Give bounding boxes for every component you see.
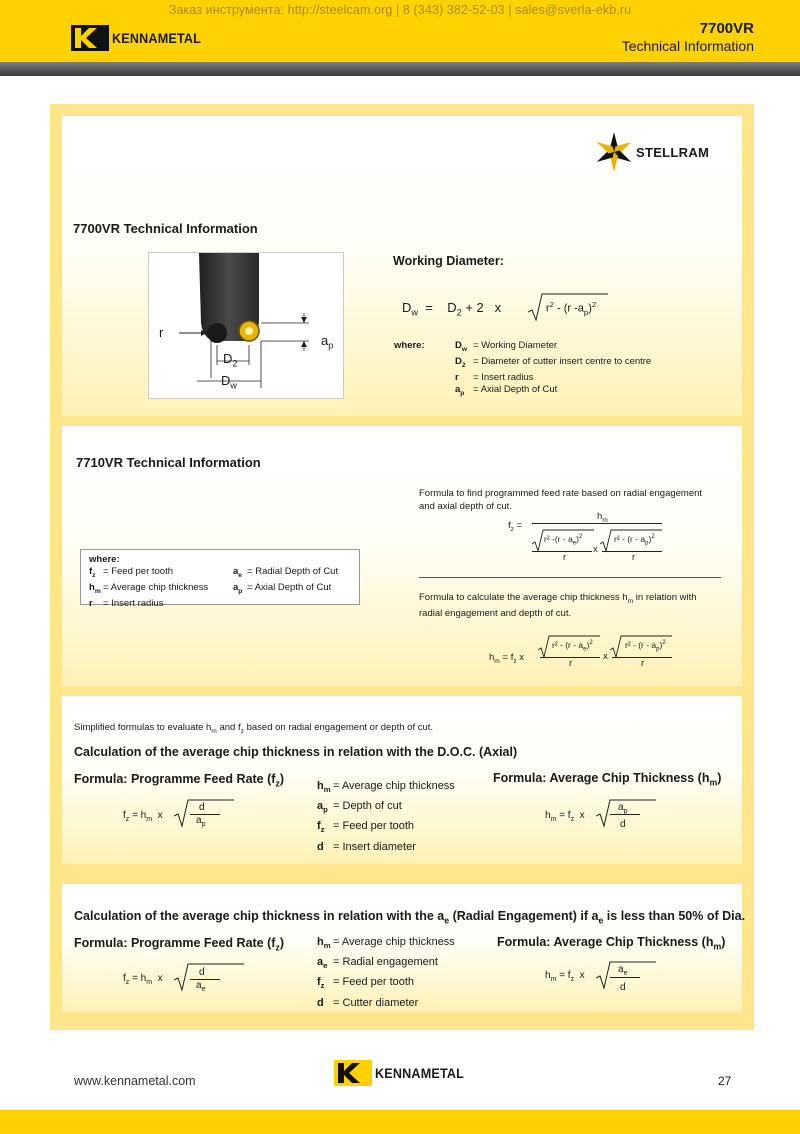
definition-equals: =: [103, 597, 109, 609]
definition-symbol: r: [455, 371, 459, 383]
definition-symbol: $a_e$: [233, 566, 242, 579]
definition-symbol: $a_p$: [233, 581, 243, 595]
kennametal-wordmark: KENNAMETAL: [375, 1065, 465, 1081]
page-number: 27: [718, 1074, 732, 1088]
feed-numerator: $h_m$: [597, 511, 608, 524]
definitions-list: [455, 340, 651, 400]
feed-fraction-bar: [532, 523, 662, 524]
fig-label-r: r: [159, 325, 164, 340]
feed-rate-heading: Formula: Programme Feed Rate $(f_z)$: [74, 772, 284, 789]
definition-row: [317, 778, 455, 798]
working-diameter-radicand: $r^2 - (r$ $-a_p)^2$: [546, 300, 597, 317]
definition-symbol: $f_z$: [317, 820, 325, 835]
chip-numerator: $a_e$: [618, 964, 628, 977]
contact-line[interactable]: Заказ инструмента: http://steelcam.org | 8 (343) 382-52-03 | sales@sverla-ekb.ru: [168, 3, 632, 17]
definition-symbol: $f_z$: [89, 566, 96, 579]
definition-symbol: $h_m$: [89, 581, 101, 595]
definition-symbol: $a_e$: [317, 956, 328, 971]
definition-equals: =: [473, 383, 479, 395]
feed-lhs: $f_z = h_m$ x: [123, 973, 163, 986]
chip-lhs: $h_m = f_z$ x: [545, 810, 585, 823]
definition-equals: =: [473, 371, 479, 383]
definition-equals: =: [247, 566, 253, 577]
definition-row: [317, 839, 455, 855]
feed-radicand-1: r² $-(r - a_e)^2$: [544, 534, 583, 547]
definition-text: Average chip thickness: [341, 936, 455, 948]
doc-code: 7700VR: [699, 20, 754, 37]
definition-row: [233, 582, 338, 598]
fraction-bar: [532, 551, 592, 552]
where-label: where:: [89, 554, 120, 565]
definition-row: [317, 798, 455, 818]
section-axial: [62, 696, 742, 864]
cutter-diagram: [148, 252, 344, 399]
definition-row: [317, 954, 455, 974]
definition-row: [317, 995, 455, 1011]
definition-text: Feed per tooth: [342, 820, 415, 833]
feed-radicand-2: $r^2 - (r - a_p)^2$: [614, 534, 655, 547]
chip-denominator: d: [620, 982, 626, 993]
section-title: 7700VR Technical Information: [73, 221, 258, 236]
feed-denominator: $a_e$: [196, 980, 206, 993]
working-diameter-title: Working Diameter:: [393, 254, 504, 268]
definition-symbol: $f_z$: [317, 976, 325, 991]
definition-text: Axial Depth of Cut: [480, 383, 558, 395]
definition-symbol: $a_p$: [455, 383, 465, 397]
definitions-left: [89, 566, 208, 610]
feed-denominator-1: r: [563, 552, 567, 563]
stellram-wordmark: STELLRAM: [636, 144, 710, 160]
fraction-bar: [610, 977, 640, 978]
feed-rate-heading: Formula: Programme Feed Rate $(f_z)$: [74, 936, 284, 953]
fraction-bar: [610, 814, 640, 815]
doc-subtitle: Technical Information: [621, 38, 754, 54]
hm-denominator-2: r: [641, 658, 645, 669]
definition-text: Feed per tooth: [111, 566, 173, 577]
content-panel: [50, 104, 754, 1030]
stellram-star-icon: [594, 130, 634, 174]
footer-bar: [0, 1110, 800, 1134]
feed-times: x: [593, 544, 598, 555]
simplified-intro: Simplified formulas to evaluate $h_m$ and $f_z$ based on radial engagement or depth of cut.: [74, 722, 434, 735]
definition-row: [233, 566, 338, 582]
section-radial: [62, 884, 746, 1012]
section-title: 7710VR Technical Information: [76, 455, 261, 470]
hm-denominator-1: r: [569, 658, 573, 669]
definition-text: Depth of cut: [342, 800, 402, 813]
definition-text: Insert radius: [111, 597, 164, 609]
definition-row: [317, 934, 455, 954]
definition-text: Cutter diameter: [342, 996, 419, 1009]
definition-row: [317, 818, 455, 838]
definition-equals: =: [333, 996, 340, 1009]
kennametal-logo: [71, 25, 211, 51]
definition-row: [317, 974, 455, 994]
definition-row: [89, 566, 208, 582]
header-stripe: [0, 62, 800, 76]
definition-row: [455, 356, 651, 372]
definition-row: [455, 372, 651, 384]
definition-symbol: $h_m$: [317, 780, 331, 795]
definitions-list: [317, 934, 455, 1011]
definition-text: Radial Depth of Cut: [255, 566, 339, 577]
chip-denominator: d: [620, 819, 626, 830]
definition-row: [455, 384, 651, 400]
feed-rate-description: Formula to find programmed feed rate based on radial engagement and axial depth of cut.: [419, 488, 703, 512]
feed-numerator: d: [199, 802, 205, 813]
definitions-right: [233, 566, 338, 598]
definition-row: [89, 582, 208, 598]
definition-symbol: $h_m$: [317, 936, 331, 951]
where-label: where:: [394, 340, 425, 351]
sqrt-sign: [174, 962, 244, 992]
chip-thickness-description: Formula to calculate the average chip thickness $h_m$ in relation with radial engagement and depth of cut.: [419, 592, 697, 620]
definition-text: Radial engagement: [342, 956, 438, 969]
definition-symbol: $D_2$: [455, 355, 466, 369]
definition-text: Insert radius: [481, 371, 534, 383]
kennametal-k-icon: [334, 1060, 372, 1086]
kennametal-logo: [334, 1060, 474, 1086]
chip-thickness-heading: Formula: Average Chip Thickness $(h_m)$: [493, 771, 722, 788]
definition-equals: =: [333, 820, 340, 833]
definition-equals: =: [333, 840, 340, 853]
definition-equals: =: [333, 780, 340, 792]
definition-equals: =: [473, 355, 479, 367]
definition-row: [89, 598, 208, 610]
definition-equals: =: [333, 956, 340, 969]
chip-thickness-heading: Formula: Average Chip Thickness $(h_m)$: [497, 935, 726, 952]
definition-text: Diameter of cutter insert centre to centre: [481, 355, 652, 367]
definition-symbol: d: [317, 996, 324, 1009]
stellram-logo: [594, 130, 709, 174]
definition-symbol: d: [317, 840, 324, 853]
section-title: Calculation of the average chip thickness in relation with the $a_e$ (Radial Engagement) if $a_e$ is less than 50% of Dia.: [74, 909, 746, 926]
fig-label-d2: $D_2$: [223, 351, 238, 369]
definition-text: Average chip thickness: [341, 780, 455, 792]
kennametal-k-icon: [71, 25, 109, 51]
definition-equals: =: [333, 800, 340, 813]
definition-equals: =: [333, 976, 340, 989]
definition-text: Axial Depth of Cut: [254, 581, 332, 593]
definition-text: Working Diameter: [481, 340, 558, 351]
feed-lhs: $f_z$ =: [508, 520, 523, 533]
definition-text: Average chip thickness: [110, 581, 209, 593]
definition-equals: =: [103, 581, 109, 593]
divider: [419, 577, 721, 578]
fig-label-dw: $D_w$: [221, 373, 237, 391]
hm-radicand-2: $r^2 - (r - a_p)^2$: [625, 640, 666, 653]
cutter-drawing: [149, 253, 345, 400]
feed-denominator: $a_p$: [196, 815, 206, 828]
definition-equals: =: [247, 581, 253, 593]
definition-symbol: $a_p$: [317, 800, 328, 815]
hm-times: x: [603, 651, 608, 662]
definition-symbol: $D_w$: [455, 340, 468, 353]
definition-text: Insert diameter: [342, 840, 416, 853]
definition-symbol: r: [89, 597, 93, 609]
definitions-list: [317, 778, 455, 855]
definition-text: Feed per tooth: [342, 976, 415, 989]
section-title: Calculation of the average chip thickness in relation with the D.O.C. (Axial): [74, 745, 518, 759]
chip-lhs: $h_m = f_z$ x: [545, 970, 585, 983]
where-box: [80, 549, 360, 609]
footer-url[interactable]: www.kennametal.com: [74, 1074, 196, 1088]
definition-equals: =: [103, 566, 109, 577]
definition-equals: =: [333, 936, 340, 948]
definition-equals: =: [473, 340, 479, 351]
section-7710vr: [62, 426, 742, 686]
chip-numerator: $a_p$: [618, 802, 628, 815]
fig-label-ap: $a_p$: [321, 333, 334, 351]
kennametal-wordmark: KENNAMETAL: [112, 30, 202, 46]
definition-row: [455, 340, 651, 356]
feed-numerator: d: [199, 967, 205, 978]
feed-denominator-2: r: [632, 552, 636, 563]
section-7700vr: [62, 116, 742, 416]
hm-lhs: $h_m = f_z$ x: [489, 652, 525, 665]
hm-radicand-1: $r^2 - (r - a_e)^2$: [552, 640, 593, 653]
working-diameter-formula: $D_w$ = $D_2 + 2$ x: [402, 300, 502, 318]
feed-lhs: $f_z = h_m$ x: [123, 810, 163, 823]
